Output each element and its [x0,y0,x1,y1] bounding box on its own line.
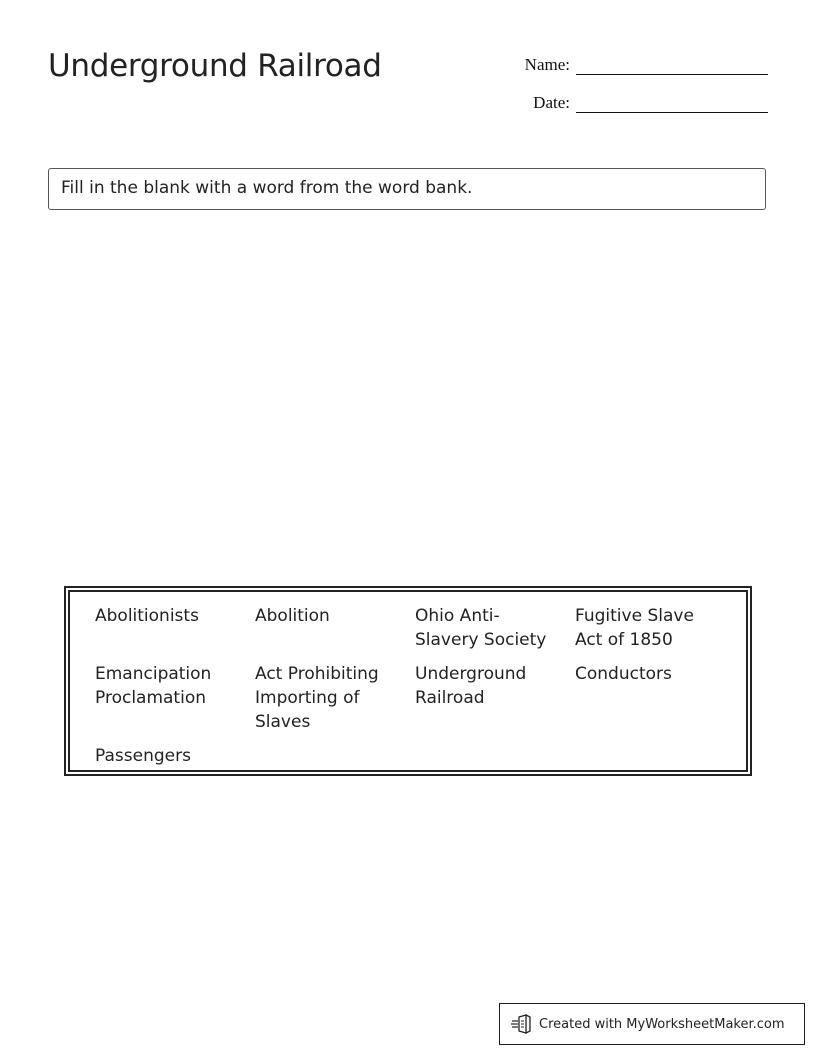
name-field [500,54,768,75]
word-bank-item: Underground Railroad [415,664,527,708]
worksheet-maker-logo-icon [510,1013,532,1035]
name-line[interactable] [576,54,768,75]
date-line[interactable] [576,92,768,113]
word-bank-item: Conductors [575,664,672,684]
word-bank-item: Abolitionists [95,606,199,626]
word-bank-item: Abolition [255,606,330,626]
footer-text: Created with MyWorksheetMaker.com [539,1016,785,1032]
date-label: Date: [533,93,570,112]
word-bank-item: Emancipation Proclamation [95,664,212,708]
name-label: Name: [524,55,570,74]
word-bank-inner [68,590,748,772]
word-bank-item: Ohio Anti-Slavery Society [415,606,547,650]
word-bank-item: Passengers [95,746,191,766]
footer-badge[interactable] [499,1003,805,1045]
instructions-box: Fill in the blank with a word from the word bank. [48,168,766,210]
worksheet-title: Underground Railroad [48,48,382,84]
word-bank [64,586,752,776]
date-field [500,92,768,113]
word-bank-item: Fugitive Slave Act of 1850 [575,606,694,650]
word-bank-item: Act Prohibiting Importing of Slaves [255,664,379,732]
